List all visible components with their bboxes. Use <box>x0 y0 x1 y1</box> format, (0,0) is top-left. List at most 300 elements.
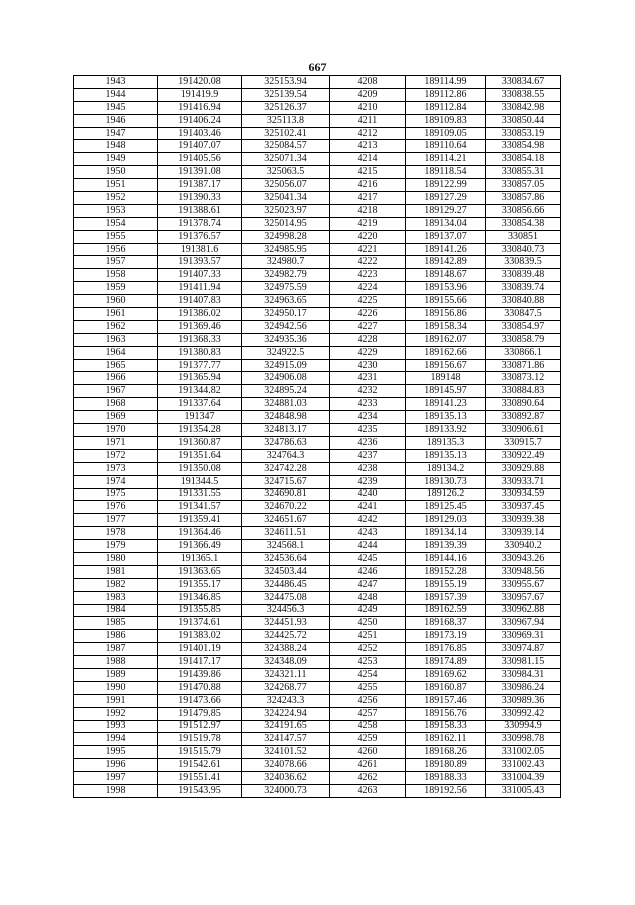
coord-y-a-cell: 324764.3 <box>242 449 330 462</box>
point-number-a-cell: 1952 <box>74 192 158 205</box>
point-number-a-cell: 1949 <box>74 153 158 166</box>
point-number-b-cell: 4233 <box>330 398 406 411</box>
coord-y-a-cell: 324998.28 <box>242 230 330 243</box>
coord-y-b-cell: 330890.64 <box>486 398 561 411</box>
coord-x-b-cell: 189157.46 <box>406 694 486 707</box>
coord-y-b-cell: 330857.86 <box>486 192 561 205</box>
coord-x-a-cell: 191515.79 <box>158 746 242 759</box>
coord-y-a-cell: 324451.93 <box>242 617 330 630</box>
coord-x-b-cell: 189155.66 <box>406 295 486 308</box>
coord-x-a-cell: 191378.74 <box>158 217 242 230</box>
coord-y-b-cell: 331002.43 <box>486 759 561 772</box>
coord-y-b-cell: 330853.19 <box>486 127 561 140</box>
coord-y-a-cell: 324425.72 <box>242 630 330 643</box>
point-number-b-cell: 4238 <box>330 462 406 475</box>
coord-y-a-cell: 325014.95 <box>242 217 330 230</box>
coord-x-b-cell: 189148.67 <box>406 269 486 282</box>
point-number-b-cell: 4246 <box>330 565 406 578</box>
coord-x-b-cell: 189127.29 <box>406 192 486 205</box>
point-number-b-cell: 4214 <box>330 153 406 166</box>
coord-y-a-cell: 325041.34 <box>242 192 330 205</box>
coord-x-b-cell: 189134.04 <box>406 217 486 230</box>
coord-y-a-cell: 324715.67 <box>242 475 330 488</box>
coord-y-b-cell: 330840.73 <box>486 243 561 256</box>
coord-y-a-cell: 324848.98 <box>242 411 330 424</box>
table-row <box>74 449 561 462</box>
table-body <box>74 76 561 798</box>
coord-y-b-cell: 330839.48 <box>486 269 561 282</box>
coord-y-b-cell: 330906.61 <box>486 424 561 437</box>
point-number-a-cell: 1944 <box>74 88 158 101</box>
coord-x-b-cell: 189133.92 <box>406 424 486 437</box>
point-number-a-cell: 1971 <box>74 436 158 449</box>
table-row <box>74 720 561 733</box>
coord-x-a-cell: 191363.65 <box>158 565 242 578</box>
point-number-b-cell: 4263 <box>330 784 406 797</box>
coord-y-a-cell: 324922.5 <box>242 346 330 359</box>
coord-x-a-cell: 191479.85 <box>158 707 242 720</box>
coord-y-b-cell: 330838.55 <box>486 88 561 101</box>
point-number-a-cell: 1993 <box>74 720 158 733</box>
table-row <box>74 385 561 398</box>
point-number-b-cell: 4261 <box>330 759 406 772</box>
point-number-b-cell: 4234 <box>330 411 406 424</box>
coord-x-b-cell: 189118.54 <box>406 166 486 179</box>
point-number-b-cell: 4226 <box>330 308 406 321</box>
coord-y-a-cell: 325056.07 <box>242 179 330 192</box>
table-row <box>74 436 561 449</box>
point-number-a-cell: 1976 <box>74 501 158 514</box>
point-number-a-cell: 1988 <box>74 656 158 669</box>
point-number-a-cell: 1969 <box>74 411 158 424</box>
point-number-a-cell: 1954 <box>74 217 158 230</box>
coord-x-b-cell: 189173.19 <box>406 630 486 643</box>
coord-x-b-cell: 189135.3 <box>406 436 486 449</box>
table-row <box>74 604 561 617</box>
coord-y-b-cell: 330989.36 <box>486 694 561 707</box>
table-row <box>74 668 561 681</box>
coord-x-b-cell: 189129.27 <box>406 204 486 217</box>
point-number-b-cell: 4231 <box>330 372 406 385</box>
table-row <box>74 552 561 565</box>
table-row <box>74 514 561 527</box>
coord-x-a-cell: 191411.94 <box>158 282 242 295</box>
coord-y-b-cell: 330834.67 <box>486 76 561 89</box>
point-number-a-cell: 1953 <box>74 204 158 217</box>
coord-x-a-cell: 191391.08 <box>158 166 242 179</box>
coord-y-a-cell: 324568.1 <box>242 540 330 553</box>
coord-y-a-cell: 324963.65 <box>242 295 330 308</box>
point-number-a-cell: 1985 <box>74 617 158 630</box>
coord-x-a-cell: 191386.02 <box>158 308 242 321</box>
point-number-a-cell: 1986 <box>74 630 158 643</box>
coord-x-b-cell: 189112.86 <box>406 88 486 101</box>
point-number-a-cell: 1970 <box>74 424 158 437</box>
coord-x-b-cell: 189122.99 <box>406 179 486 192</box>
coord-y-a-cell: 324935.36 <box>242 333 330 346</box>
point-number-b-cell: 4254 <box>330 668 406 681</box>
coord-y-b-cell: 330940.2 <box>486 540 561 553</box>
point-number-a-cell: 1995 <box>74 746 158 759</box>
table-row <box>74 204 561 217</box>
point-number-a-cell: 1979 <box>74 540 158 553</box>
coord-y-b-cell: 330974.87 <box>486 643 561 656</box>
point-number-a-cell: 1950 <box>74 166 158 179</box>
coord-y-a-cell: 324191.65 <box>242 720 330 733</box>
coord-x-a-cell: 191383.02 <box>158 630 242 643</box>
point-number-a-cell: 1997 <box>74 772 158 785</box>
point-number-b-cell: 4209 <box>330 88 406 101</box>
coord-x-a-cell: 191344.82 <box>158 385 242 398</box>
coord-y-a-cell: 325023.97 <box>242 204 330 217</box>
table-row <box>74 681 561 694</box>
point-number-b-cell: 4258 <box>330 720 406 733</box>
point-number-b-cell: 4228 <box>330 333 406 346</box>
coord-x-a-cell: 191405.56 <box>158 153 242 166</box>
coord-x-a-cell: 191406.24 <box>158 114 242 127</box>
coord-x-b-cell: 189134.14 <box>406 527 486 540</box>
coord-y-b-cell: 330884.83 <box>486 385 561 398</box>
table-row <box>74 488 561 501</box>
coord-y-b-cell: 330840.88 <box>486 295 561 308</box>
coord-x-a-cell: 191355.17 <box>158 578 242 591</box>
coord-y-a-cell: 324942.56 <box>242 320 330 333</box>
table-row <box>74 591 561 604</box>
point-number-a-cell: 1974 <box>74 475 158 488</box>
coord-x-a-cell: 191350.08 <box>158 462 242 475</box>
coord-y-b-cell: 330969.31 <box>486 630 561 643</box>
point-number-b-cell: 4257 <box>330 707 406 720</box>
coord-y-b-cell: 331004.39 <box>486 772 561 785</box>
coord-x-a-cell: 191377.77 <box>158 359 242 372</box>
coord-y-a-cell: 324388.24 <box>242 643 330 656</box>
coord-y-b-cell: 330986.24 <box>486 681 561 694</box>
point-number-a-cell: 1957 <box>74 256 158 269</box>
point-number-a-cell: 1959 <box>74 282 158 295</box>
coord-x-a-cell: 191407.07 <box>158 140 242 153</box>
coord-x-b-cell: 189158.33 <box>406 720 486 733</box>
coord-y-b-cell: 330850.44 <box>486 114 561 127</box>
point-number-a-cell: 1946 <box>74 114 158 127</box>
coord-x-b-cell: 189137.07 <box>406 230 486 243</box>
coord-x-a-cell: 191368.33 <box>158 333 242 346</box>
table-row <box>74 462 561 475</box>
table-row <box>74 256 561 269</box>
point-number-b-cell: 4251 <box>330 630 406 643</box>
point-number-b-cell: 4220 <box>330 230 406 243</box>
coord-x-b-cell: 189152.28 <box>406 565 486 578</box>
table-row <box>74 527 561 540</box>
point-number-a-cell: 1981 <box>74 565 158 578</box>
coord-y-b-cell: 330984.31 <box>486 668 561 681</box>
point-number-a-cell: 1947 <box>74 127 158 140</box>
coord-x-a-cell: 191551.41 <box>158 772 242 785</box>
coord-y-a-cell: 324982.79 <box>242 269 330 282</box>
coord-y-b-cell: 330839.74 <box>486 282 561 295</box>
coord-x-b-cell: 189114.21 <box>406 153 486 166</box>
coord-y-b-cell: 330871.86 <box>486 359 561 372</box>
table-row <box>74 578 561 591</box>
point-number-a-cell: 1980 <box>74 552 158 565</box>
table-row <box>74 424 561 437</box>
coord-y-b-cell: 330857.05 <box>486 179 561 192</box>
coord-y-a-cell: 324881.03 <box>242 398 330 411</box>
point-number-b-cell: 4250 <box>330 617 406 630</box>
table-row <box>74 127 561 140</box>
coord-y-b-cell: 330856.66 <box>486 204 561 217</box>
coord-y-b-cell: 330839.5 <box>486 256 561 269</box>
point-number-a-cell: 1998 <box>74 784 158 797</box>
point-number-b-cell: 4212 <box>330 127 406 140</box>
coord-y-a-cell: 324475.08 <box>242 591 330 604</box>
point-number-b-cell: 4236 <box>330 436 406 449</box>
table-row <box>74 733 561 746</box>
coord-x-a-cell: 191347 <box>158 411 242 424</box>
table-row <box>74 230 561 243</box>
coord-x-b-cell: 189129.03 <box>406 514 486 527</box>
point-number-a-cell: 1943 <box>74 76 158 89</box>
coord-x-a-cell: 191365.94 <box>158 372 242 385</box>
coord-x-b-cell: 189156.76 <box>406 707 486 720</box>
coord-y-a-cell: 324036.62 <box>242 772 330 785</box>
coord-x-a-cell: 191360.87 <box>158 436 242 449</box>
coord-y-a-cell: 324486.45 <box>242 578 330 591</box>
coord-y-a-cell: 325113.8 <box>242 114 330 127</box>
coord-x-b-cell: 189156.86 <box>406 308 486 321</box>
coord-y-a-cell: 324895.24 <box>242 385 330 398</box>
table-row <box>74 295 561 308</box>
coord-y-b-cell: 330854.98 <box>486 140 561 153</box>
table-row <box>74 565 561 578</box>
coord-x-b-cell: 189126.2 <box>406 488 486 501</box>
coord-x-b-cell: 189139.39 <box>406 540 486 553</box>
coord-y-b-cell: 330994.9 <box>486 720 561 733</box>
point-number-b-cell: 4259 <box>330 733 406 746</box>
coord-y-a-cell: 325084.57 <box>242 140 330 153</box>
point-number-b-cell: 4249 <box>330 604 406 617</box>
coord-y-b-cell: 330933.71 <box>486 475 561 488</box>
table-row <box>74 282 561 295</box>
coord-x-b-cell: 189112.84 <box>406 101 486 114</box>
point-number-a-cell: 1958 <box>74 269 158 282</box>
coord-y-a-cell: 324906.08 <box>242 372 330 385</box>
coord-y-a-cell: 324985.95 <box>242 243 330 256</box>
coord-y-b-cell: 330998.78 <box>486 733 561 746</box>
coord-y-a-cell: 325063.5 <box>242 166 330 179</box>
coord-y-a-cell: 324786.63 <box>242 436 330 449</box>
coord-x-b-cell: 189110.64 <box>406 140 486 153</box>
coord-x-b-cell: 189135.13 <box>406 411 486 424</box>
coord-y-a-cell: 324078.66 <box>242 759 330 772</box>
coord-x-a-cell: 191420.08 <box>158 76 242 89</box>
point-number-b-cell: 4256 <box>330 694 406 707</box>
coord-y-a-cell: 324503.44 <box>242 565 330 578</box>
coord-x-a-cell: 191376.57 <box>158 230 242 243</box>
point-number-b-cell: 4253 <box>330 656 406 669</box>
coord-x-a-cell: 191344.5 <box>158 475 242 488</box>
coord-x-a-cell: 191380.83 <box>158 346 242 359</box>
coord-y-b-cell: 330981.15 <box>486 656 561 669</box>
table-row <box>74 694 561 707</box>
coord-x-a-cell: 191401.19 <box>158 643 242 656</box>
point-number-a-cell: 1982 <box>74 578 158 591</box>
point-number-a-cell: 1965 <box>74 359 158 372</box>
point-number-a-cell: 1977 <box>74 514 158 527</box>
coord-x-a-cell: 191393.57 <box>158 256 242 269</box>
table-row <box>74 333 561 346</box>
coord-y-a-cell: 325102.41 <box>242 127 330 140</box>
point-number-b-cell: 4242 <box>330 514 406 527</box>
table-row <box>74 656 561 669</box>
point-number-b-cell: 4255 <box>330 681 406 694</box>
point-number-b-cell: 4237 <box>330 449 406 462</box>
coord-x-a-cell: 191369.46 <box>158 320 242 333</box>
coord-x-a-cell: 191417.17 <box>158 656 242 669</box>
coord-y-b-cell: 330866.1 <box>486 346 561 359</box>
point-number-a-cell: 1983 <box>74 591 158 604</box>
coord-x-a-cell: 191374.61 <box>158 617 242 630</box>
point-number-a-cell: 1968 <box>74 398 158 411</box>
coord-y-a-cell: 324456.3 <box>242 604 330 617</box>
point-number-b-cell: 4224 <box>330 282 406 295</box>
point-number-b-cell: 4227 <box>330 320 406 333</box>
coord-x-a-cell: 191359.41 <box>158 514 242 527</box>
coord-x-a-cell: 191439.86 <box>158 668 242 681</box>
coord-x-a-cell: 191364.46 <box>158 527 242 540</box>
coord-y-b-cell: 330922.49 <box>486 449 561 462</box>
coord-y-b-cell: 330915.7 <box>486 436 561 449</box>
coord-x-a-cell: 191407.33 <box>158 269 242 282</box>
coord-x-a-cell: 191355.85 <box>158 604 242 617</box>
point-number-a-cell: 1987 <box>74 643 158 656</box>
coord-y-b-cell: 330929.88 <box>486 462 561 475</box>
coord-y-a-cell: 324915.09 <box>242 359 330 372</box>
coord-x-b-cell: 189158.34 <box>406 320 486 333</box>
table-row <box>74 217 561 230</box>
point-number-a-cell: 1991 <box>74 694 158 707</box>
table-row <box>74 707 561 720</box>
table-row <box>74 140 561 153</box>
coord-x-b-cell: 189144.16 <box>406 552 486 565</box>
point-number-a-cell: 1962 <box>74 320 158 333</box>
coord-y-a-cell: 324536.64 <box>242 552 330 565</box>
coord-y-a-cell: 324975.59 <box>242 282 330 295</box>
table-row <box>74 114 561 127</box>
coord-y-b-cell: 330934.59 <box>486 488 561 501</box>
table-row <box>74 759 561 772</box>
point-number-a-cell: 1963 <box>74 333 158 346</box>
coord-x-a-cell: 191416.94 <box>158 101 242 114</box>
point-number-b-cell: 4219 <box>330 217 406 230</box>
table-row <box>74 243 561 256</box>
coord-x-b-cell: 189135.13 <box>406 449 486 462</box>
point-number-b-cell: 4211 <box>330 114 406 127</box>
point-number-a-cell: 1960 <box>74 295 158 308</box>
point-number-b-cell: 4225 <box>330 295 406 308</box>
coord-y-b-cell: 330955.67 <box>486 578 561 591</box>
point-number-a-cell: 1966 <box>74 372 158 385</box>
table-row <box>74 320 561 333</box>
point-number-a-cell: 1945 <box>74 101 158 114</box>
point-number-b-cell: 4241 <box>330 501 406 514</box>
coord-y-b-cell: 330851 <box>486 230 561 243</box>
table-row <box>74 88 561 101</box>
coord-y-b-cell: 330873.12 <box>486 372 561 385</box>
point-number-b-cell: 4260 <box>330 746 406 759</box>
coord-y-a-cell: 324348.09 <box>242 656 330 669</box>
point-number-b-cell: 4262 <box>330 772 406 785</box>
table-row <box>74 784 561 797</box>
coord-x-b-cell: 189125.45 <box>406 501 486 514</box>
coord-y-b-cell: 331005.43 <box>486 784 561 797</box>
coord-x-a-cell: 191387.17 <box>158 179 242 192</box>
point-number-a-cell: 1973 <box>74 462 158 475</box>
coord-x-a-cell: 191519.78 <box>158 733 242 746</box>
coord-y-a-cell: 324268.77 <box>242 681 330 694</box>
point-number-a-cell: 1975 <box>74 488 158 501</box>
coord-y-a-cell: 324690.81 <box>242 488 330 501</box>
coord-x-a-cell: 191381.6 <box>158 243 242 256</box>
coord-x-b-cell: 189141.23 <box>406 398 486 411</box>
coord-x-a-cell: 191346.85 <box>158 591 242 604</box>
coord-y-b-cell: 330992.42 <box>486 707 561 720</box>
point-number-a-cell: 1984 <box>74 604 158 617</box>
coord-y-a-cell: 324000.73 <box>242 784 330 797</box>
table-row <box>74 772 561 785</box>
coord-y-a-cell: 325153.94 <box>242 76 330 89</box>
point-number-a-cell: 1967 <box>74 385 158 398</box>
coord-x-b-cell: 189174.89 <box>406 656 486 669</box>
coord-x-b-cell: 189168.37 <box>406 617 486 630</box>
point-number-a-cell: 1956 <box>74 243 158 256</box>
coord-y-b-cell: 330854.97 <box>486 320 561 333</box>
table-row <box>74 617 561 630</box>
table-row <box>74 192 561 205</box>
coord-y-b-cell: 330842.98 <box>486 101 561 114</box>
table-row <box>74 166 561 179</box>
coord-x-a-cell: 191341.57 <box>158 501 242 514</box>
point-number-b-cell: 4247 <box>330 578 406 591</box>
point-number-b-cell: 4244 <box>330 540 406 553</box>
coord-x-b-cell: 189162.66 <box>406 346 486 359</box>
table-row <box>74 153 561 166</box>
coord-x-b-cell: 189153.96 <box>406 282 486 295</box>
coord-x-b-cell: 189192.56 <box>406 784 486 797</box>
coord-x-a-cell: 191331.55 <box>158 488 242 501</box>
coord-x-b-cell: 189162.07 <box>406 333 486 346</box>
coord-x-a-cell: 191542.61 <box>158 759 242 772</box>
point-number-b-cell: 4223 <box>330 269 406 282</box>
point-number-a-cell: 1972 <box>74 449 158 462</box>
coord-x-b-cell: 189145.97 <box>406 385 486 398</box>
coord-x-b-cell: 189176.85 <box>406 643 486 656</box>
point-number-b-cell: 4243 <box>330 527 406 540</box>
coord-y-a-cell: 324670.22 <box>242 501 330 514</box>
coord-x-b-cell: 189134.2 <box>406 462 486 475</box>
coord-y-b-cell: 330939.38 <box>486 514 561 527</box>
table-row <box>74 101 561 114</box>
point-number-a-cell: 1964 <box>74 346 158 359</box>
coord-x-b-cell: 189109.05 <box>406 127 486 140</box>
table-row <box>74 76 561 89</box>
coord-x-a-cell: 191473.66 <box>158 694 242 707</box>
table-row <box>74 643 561 656</box>
coord-y-b-cell: 330855.31 <box>486 166 561 179</box>
coord-x-b-cell: 189180.89 <box>406 759 486 772</box>
table-row <box>74 398 561 411</box>
table-row <box>74 179 561 192</box>
coord-y-b-cell: 330937.45 <box>486 501 561 514</box>
